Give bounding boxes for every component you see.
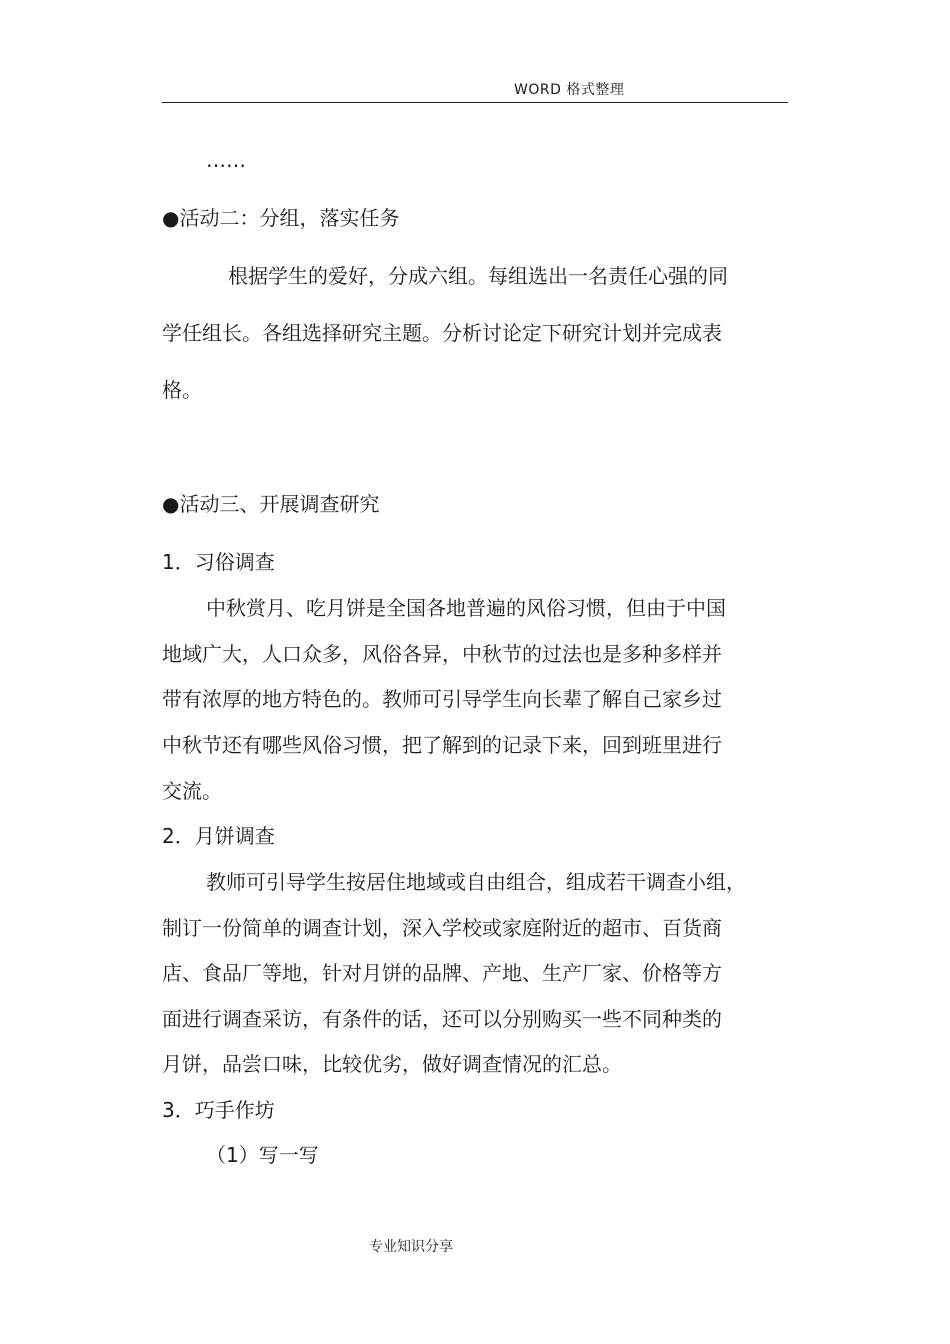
activity3-heading: ●活动三、开展调查研究 xyxy=(162,492,380,516)
ellipsis: …… xyxy=(206,148,246,172)
section3-sub1: （1）写一写 xyxy=(206,1143,319,1167)
section1-title: 1．习俗调查 xyxy=(162,550,275,574)
paragraph-line: 月饼，品尝口味，比较优劣，做好调查情况的汇总。 xyxy=(162,1052,622,1076)
page-header: WORD 格式整理 xyxy=(514,82,625,98)
section3-title: 3．巧手作坊 xyxy=(162,1098,275,1122)
paragraph-line: 教师可引导学生按居住地域或自由组合，组成若干调查小组， xyxy=(206,870,746,894)
paragraph-line: 格。 xyxy=(162,378,202,402)
paragraph-line: 地域广大，人口众多，风俗各异，中秋节的过法也是多种多样并 xyxy=(162,642,722,666)
paragraph-line: 面进行调查采访，有条件的话，还可以分别购买一些不同种类的 xyxy=(162,1007,722,1031)
paragraph-line: 中秋赏月、吃月饼是全国各地普遍的风俗习惯，但由于中国 xyxy=(206,596,726,620)
paragraph-line: 中秋节还有哪些风俗习惯，把了解到的记录下来，回到班里进行 xyxy=(162,733,722,757)
paragraph-line: 学任组长。各组选择研究主题。分析讨论定下研究计划并完成表 xyxy=(162,321,722,345)
paragraph-line: 店、食品厂等地，针对月饼的品牌、产地、生产厂家、价格等方 xyxy=(162,961,722,985)
paragraph-line: 带有浓厚的地方特色的。教师可引导学生向长辈了解自己家乡过 xyxy=(162,687,722,711)
page-footer: 专业知识分享 xyxy=(369,1239,453,1255)
header-divider xyxy=(162,102,788,103)
paragraph-line: 根据学生的爱好，分成六组。每组选出一名责任心强的同 xyxy=(228,264,728,288)
paragraph-line: 交流。 xyxy=(162,779,222,803)
activity2-heading: ●活动二：分组，落实任务 xyxy=(162,206,400,230)
section2-title: 2．月饼调查 xyxy=(162,824,275,848)
paragraph-line: 制订一份简单的调查计划，深入学校或家庭附近的超市、百货商 xyxy=(162,916,722,940)
